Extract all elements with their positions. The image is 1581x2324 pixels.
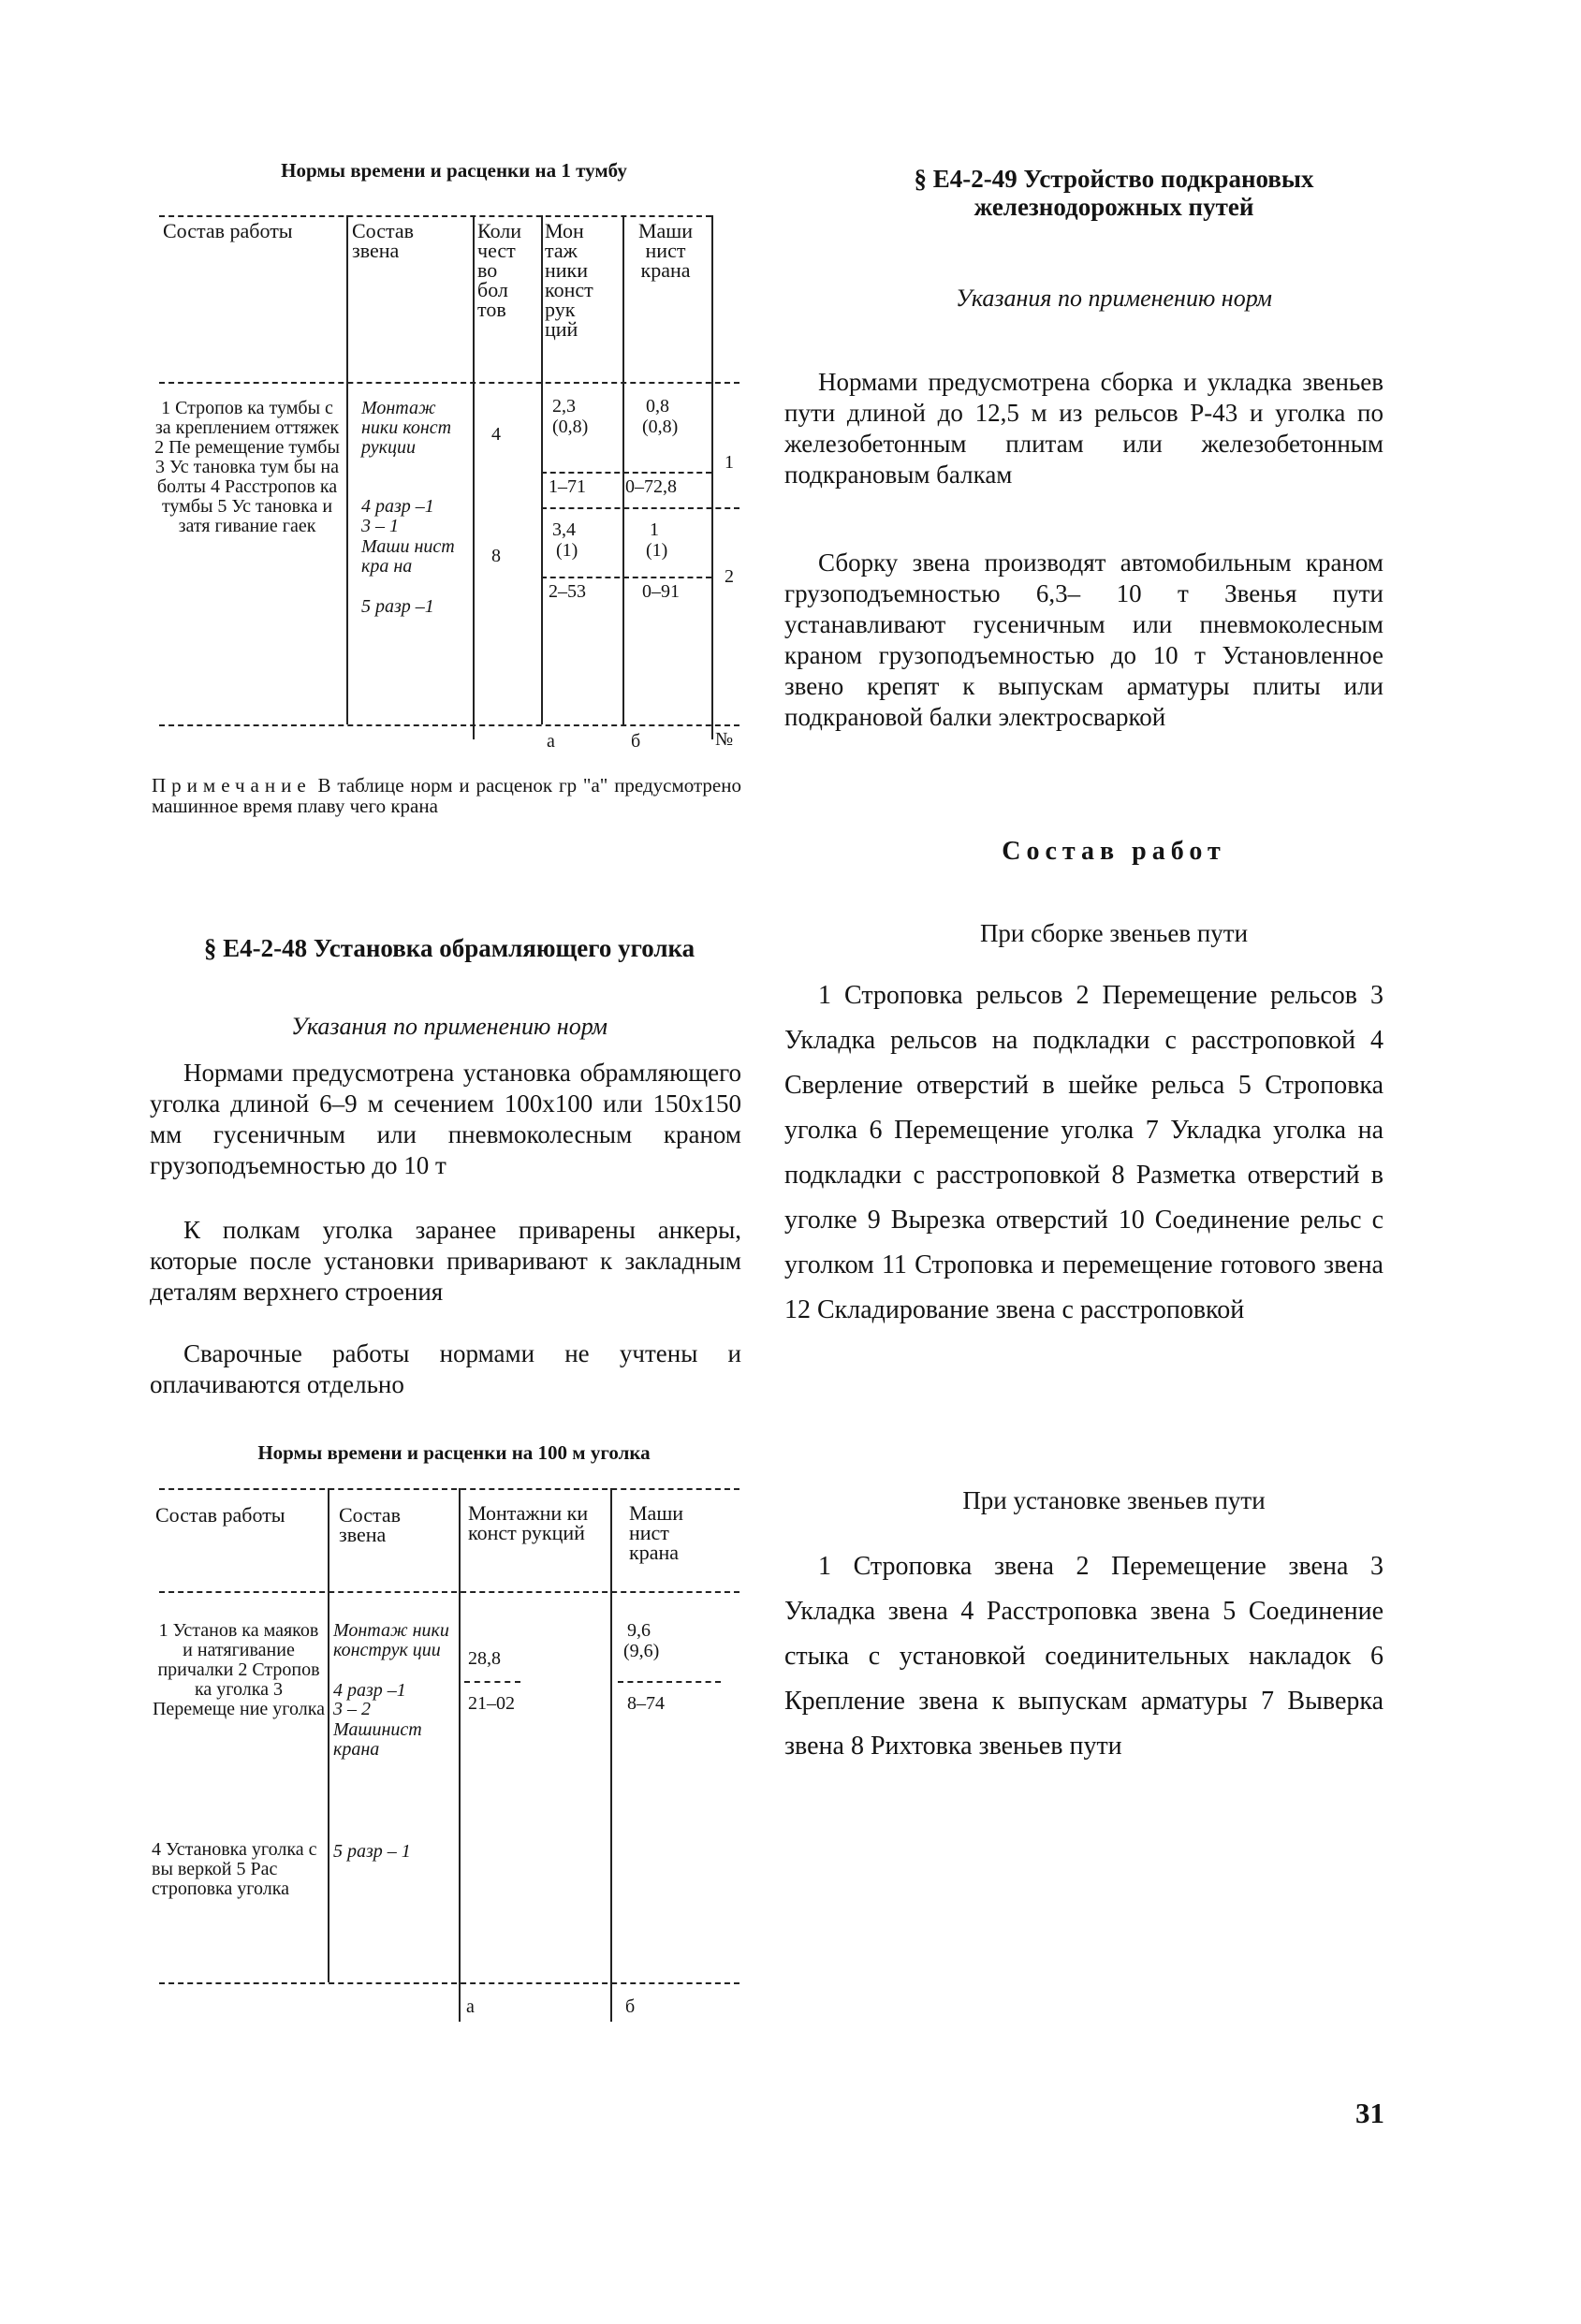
t2-crew1-grade2: 3 – 2 xyxy=(333,1699,371,1719)
t2-crew1-grade: 4 разр –1 xyxy=(333,1680,406,1701)
table1-note xyxy=(152,775,741,816)
install-heading: При установке звеньев пути xyxy=(962,1486,1266,1514)
t2-mont-price: 21–02 xyxy=(468,1693,515,1714)
t1-header-crew: Состав звена xyxy=(352,219,415,262)
t1-mont2-price: 2–53 xyxy=(549,581,586,602)
t1-mont1b: (0,8) xyxy=(552,417,589,437)
t1-crew1: Монтаж ники конст рукции xyxy=(361,398,452,458)
t1-mach1: 0,8 xyxy=(646,396,669,417)
table2 xyxy=(150,1484,749,2027)
t1-row2: 2 xyxy=(725,566,734,587)
sec49-guide: Указания по применению норм xyxy=(956,285,1272,312)
t1-mach2: 1 xyxy=(650,519,659,540)
t1-mach2b: (1) xyxy=(646,540,668,561)
sec48-guide: Указания по применению норм xyxy=(291,1013,608,1040)
sec48-p2: К полкам уголка заранее приварены анкеры, которые после установки приваривают к закладным деталям верхнего строения xyxy=(150,1216,741,1306)
page-number: 31 xyxy=(1355,2097,1384,2129)
t2-footer-b: б xyxy=(625,1996,636,2017)
t1-mach2-price: 0–91 xyxy=(642,581,680,602)
note-label: Примечание xyxy=(152,774,312,797)
t1-header-mont: Мон таж ники конст рук ций xyxy=(545,219,593,341)
t1-crew1-grade: 4 разр –1 xyxy=(361,496,434,517)
t1-footer-no: № xyxy=(715,729,734,750)
assembly-list: 1 Строповка рельсов 2 Перемещение рельсов 3 Укладка рельсов на подкладки с расстроповкой 4 Сверление отверстий в шейке рельса 5 Строповка уголка 6 Перемещение уголка 7 Укладка уголка на подкладки с расстроповкой 8 Разметка отверстий в уголке 9 Вырезка отверстий 10 Соединение рельс с уголком 11 Строповка и перемещение готового звена 12 Складирование звена с расстроповкой xyxy=(784,981,1383,1324)
t1-crew1-grade2: 3 – 1 xyxy=(361,516,399,536)
t2-work2: 4 Установка уголка с вы веркой 5 Рас строповка уголка xyxy=(152,1839,317,1899)
install-list: 1 Строповка звена 2 Перемещение звена 3 Укладка звена 4 Расстроповка звена 5 Соединение стыка с установкой соединительных накладок 6 Крепление звена к выпускам арматуры 7 Выверка звена 8 Рихтовка звеньев пути xyxy=(784,1552,1383,1761)
table1 xyxy=(150,208,749,755)
sec49-title: § Е4-2-49 Устройство подкрановых железнодорожных путей xyxy=(914,165,1314,221)
t2-header-mach: Маши нист крана xyxy=(629,1501,684,1564)
sec48-p1: Нормами предусмотрена установка обрамляющего уголка длиной 6–9 м сечением 100х100 или 150х150 мм гусеничным или пневмоколесным краном грузоподъемностью до 10 т xyxy=(150,1059,741,1179)
table1-caption: Нормы времени и расценки на 1 тумбу xyxy=(281,159,627,182)
t1-qty2: 8 xyxy=(491,546,501,566)
assembly-heading: При сборке звеньев пути xyxy=(979,919,1249,947)
t2-work1: 1 Установ ка маяков и натягивание причалки 2 Стропов ка уголка 3 Перемеще ние уголка xyxy=(152,1620,325,1719)
t1-mont1-price: 1–71 xyxy=(549,476,586,497)
t1-mach1b: (0,8) xyxy=(642,417,679,437)
t1-row1: 1 xyxy=(725,452,734,473)
t2-mont: 28,8 xyxy=(468,1648,501,1669)
t1-mont2b: (1) xyxy=(556,540,578,561)
t2-crew2-grade: 5 разр – 1 xyxy=(333,1841,411,1862)
t1-work: 1 Стропов ка тумбы с за креплением оттяжек 2 Пе ремещение тумбы 3 Ус тановка тум бы на болты 4 Расстропов ка тумбы 5 Ус тановка и затя гивание гаек xyxy=(154,398,340,536)
t1-crew2: Маши нист кра на xyxy=(361,536,455,577)
t1-qty1: 4 xyxy=(491,424,501,445)
sec49-p2: Сборку звена производят автомобильным краном грузоподъемностью 6,3– 10 т Звенья пути устанавливают гусеничным или пневмоколесным краном грузоподъемностью до 10 т Установленное звено крепят к выпускам арматуры плиты или подкрановой балки электросваркой xyxy=(784,548,1383,731)
t2-header-crew: Состав звена xyxy=(339,1503,402,1546)
t1-footer-b: б xyxy=(631,731,641,752)
t1-header-mach: Маши нист крана xyxy=(637,219,694,282)
t2-mach: 9,6 xyxy=(627,1620,651,1641)
t2-mach-price: 8–74 xyxy=(627,1693,665,1714)
sec48-title: § Е4-2-48 Установка обрамляющего уголка xyxy=(203,934,695,962)
sec48-p3: Сварочные работы нормами не учтены и оплачиваются отдельно xyxy=(150,1339,741,1398)
t2-crew1: Монтаж ники конструк ции xyxy=(333,1620,449,1660)
t1-mach1-price: 0–72,8 xyxy=(625,476,677,497)
t2-header-work: Состав работы xyxy=(155,1503,285,1527)
work-heading: Состав работ xyxy=(1002,837,1226,866)
t2-crew2: Машинист крана xyxy=(333,1719,422,1760)
t1-crew2-grade: 5 разр –1 xyxy=(361,596,434,617)
t1-mont2: 3,4 xyxy=(552,519,576,540)
t1-header-work: Состав работы xyxy=(163,219,293,242)
t1-footer-a: а xyxy=(547,731,555,752)
sec49-p1: Нормами предусмотрена сборка и укладка звеньев пути длиной до 12,5 м из рельсов Р-43 и уголка по железобетонным плитам или железобетонным подкрановым балкам xyxy=(784,368,1383,489)
table2-caption: Нормы времени и расценки на 100 м уголка xyxy=(257,1441,651,1464)
t2-header-mont: Монтажни ки конст рукций xyxy=(468,1501,589,1544)
t2-footer-a: а xyxy=(466,1996,475,2017)
note-text: В таблице норм и расценок гр "а" предусмотрено машинное время плаву чего крана xyxy=(152,774,741,817)
t1-mont1: 2,3 xyxy=(552,396,576,417)
t1-header-qty: Коли чест во бол тов xyxy=(477,219,522,321)
t2-machb: (9,6) xyxy=(623,1641,660,1661)
